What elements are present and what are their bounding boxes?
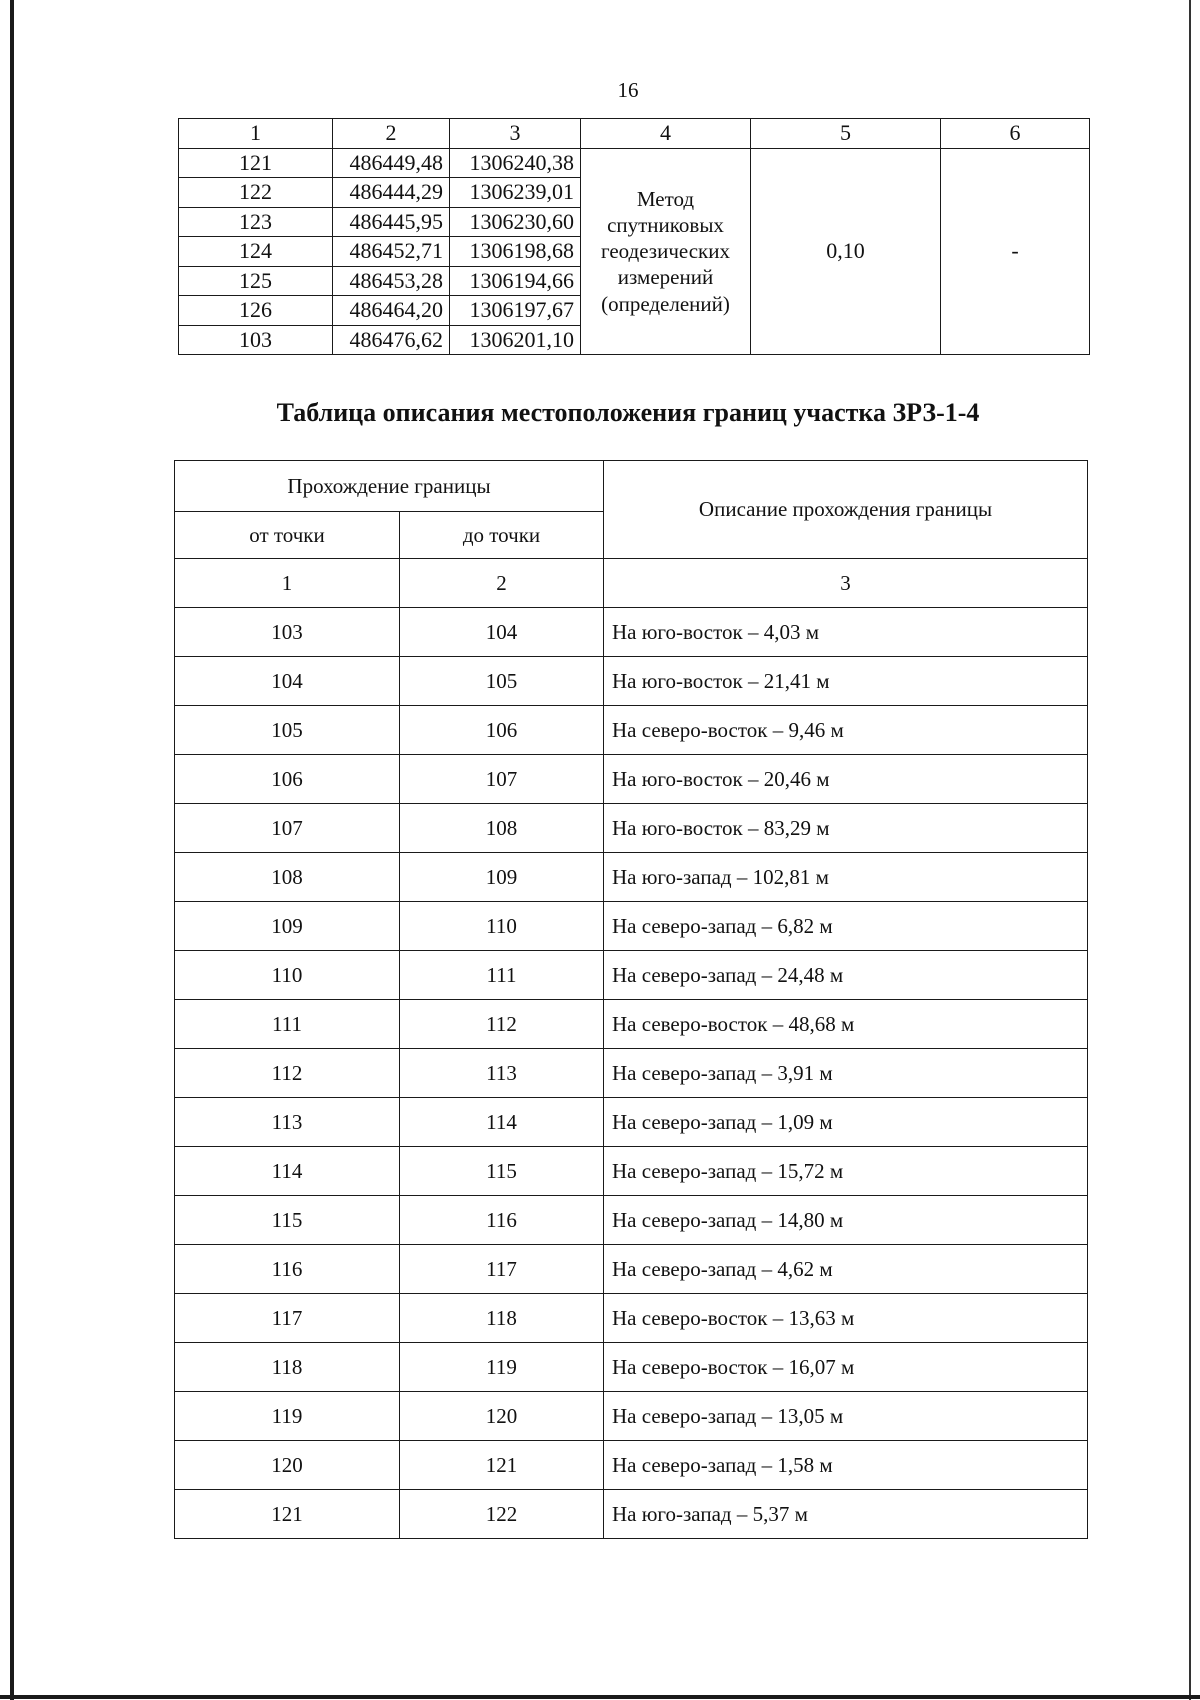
coordinates-table [178, 118, 1090, 355]
boundary-to-point: 117 [400, 1245, 604, 1294]
boundary-to-point: 111 [400, 951, 604, 1000]
coord-col-number: 5 [751, 119, 941, 149]
boundary-from-point: 108 [175, 853, 400, 902]
boundary-description: На северо-восток – 48,68 м [604, 1000, 1088, 1049]
coord-col-number: 6 [941, 119, 1090, 149]
coord-col-number: 1 [179, 119, 333, 149]
coord-point: 124 [179, 237, 333, 267]
method-line: Метод [636, 186, 695, 211]
boundary-row [175, 755, 1088, 804]
boundary-to-point: 113 [400, 1049, 604, 1098]
boundary-to-point: 105 [400, 657, 604, 706]
coord-x: 486453,28 [333, 266, 450, 296]
boundary-col-number: 2 [400, 559, 604, 608]
boundary-desc-header: Описание прохождения границы [604, 461, 1088, 559]
boundary-col-number: 1 [175, 559, 400, 608]
boundary-from-point: 113 [175, 1098, 400, 1147]
coord-note: - [941, 148, 1090, 355]
coord-col-number: 4 [581, 119, 751, 149]
boundary-to-point: 114 [400, 1098, 604, 1147]
boundary-description: На юго-восток – 20,46 м [604, 755, 1088, 804]
coord-x: 486452,71 [333, 237, 450, 267]
boundary-description: На северо-восток – 13,63 м [604, 1294, 1088, 1343]
boundary-row [175, 1049, 1088, 1098]
coord-header-row [179, 119, 1090, 149]
coord-x: 486449,48 [333, 148, 450, 178]
boundary-to-point: 116 [400, 1196, 604, 1245]
boundary-description: На юго-запад – 102,81 м [604, 853, 1088, 902]
boundary-row [175, 1098, 1088, 1147]
coord-accuracy: 0,10 [751, 148, 941, 355]
boundary-from-point: 104 [175, 657, 400, 706]
coord-x: 486476,62 [333, 325, 450, 355]
boundary-header-row [175, 461, 1088, 512]
coord-y: 1306230,60 [450, 207, 581, 237]
boundary-from-point: 120 [175, 1441, 400, 1490]
boundary-row [175, 1245, 1088, 1294]
boundary-to-point: 122 [400, 1490, 604, 1539]
boundary-from-point: 111 [175, 1000, 400, 1049]
boundary-description: На юго-запад – 5,37 м [604, 1490, 1088, 1539]
boundary-to-point: 118 [400, 1294, 604, 1343]
boundary-row [175, 1441, 1088, 1490]
boundary-row [175, 951, 1088, 1000]
boundary-col-number: 3 [604, 559, 1088, 608]
method-line: измерений [617, 265, 714, 290]
coord-y: 1306240,38 [450, 148, 581, 178]
boundary-description: На северо-запад – 1,58 м [604, 1441, 1088, 1490]
method-line: (определений) [601, 291, 730, 316]
boundary-to-point: 104 [400, 608, 604, 657]
coord-y: 1306201,10 [450, 325, 581, 355]
coord-col-number: 2 [333, 119, 450, 149]
boundary-description: На северо-восток – 9,46 м [604, 706, 1088, 755]
coord-point: 126 [179, 296, 333, 326]
coord-y: 1306197,67 [450, 296, 581, 326]
page-edge-bottom [0, 1695, 1200, 1699]
boundary-description: На северо-запад – 24,48 м [604, 951, 1088, 1000]
boundary-from-point: 117 [175, 1294, 400, 1343]
section-title: Таблица описания местоположения границ участка ЗРЗ-1-4 [276, 398, 980, 427]
page-edge-left [10, 0, 14, 1700]
boundary-number-row [175, 559, 1088, 608]
boundary-to-point: 106 [400, 706, 604, 755]
method-line: спутниковых [607, 212, 724, 237]
boundary-from-point: 116 [175, 1245, 400, 1294]
boundary-to-point: 115 [400, 1147, 604, 1196]
boundary-from-point: 115 [175, 1196, 400, 1245]
boundary-to-point: 112 [400, 1000, 604, 1049]
coord-y: 1306198,68 [450, 237, 581, 267]
boundary-description: На юго-восток – 83,29 м [604, 804, 1088, 853]
boundary-row [175, 1392, 1088, 1441]
boundary-to-header: до точки [400, 512, 604, 559]
boundary-row [175, 657, 1088, 706]
boundary-from-header: от точки [175, 512, 400, 559]
coord-x: 486445,95 [333, 207, 450, 237]
boundary-table [174, 460, 1088, 1539]
boundary-description: На северо-восток – 16,07 м [604, 1343, 1088, 1392]
coord-point: 121 [179, 148, 333, 178]
boundary-row [175, 1000, 1088, 1049]
boundary-row [175, 1343, 1088, 1392]
boundary-row [175, 853, 1088, 902]
boundary-from-point: 107 [175, 804, 400, 853]
boundary-from-point: 114 [175, 1147, 400, 1196]
boundary-from-point: 112 [175, 1049, 400, 1098]
boundary-from-point: 109 [175, 902, 400, 951]
boundary-group-header: Прохождение границы [175, 461, 604, 512]
page-edge-right [1189, 0, 1191, 1700]
boundary-from-point: 105 [175, 706, 400, 755]
boundary-to-point: 108 [400, 804, 604, 853]
boundary-row [175, 706, 1088, 755]
boundary-from-point: 119 [175, 1392, 400, 1441]
coord-y: 1306194,66 [450, 266, 581, 296]
coord-x: 486464,20 [333, 296, 450, 326]
boundary-description: На юго-восток – 21,41 м [604, 657, 1088, 706]
boundary-description: На северо-запад – 1,09 м [604, 1098, 1088, 1147]
coord-point: 123 [179, 207, 333, 237]
boundary-from-point: 106 [175, 755, 400, 804]
boundary-to-point: 107 [400, 755, 604, 804]
coord-point: 125 [179, 266, 333, 296]
boundary-description: На северо-запад – 13,05 м [604, 1392, 1088, 1441]
boundary-description: На северо-запад – 4,62 м [604, 1245, 1088, 1294]
coord-point: 122 [179, 178, 333, 208]
boundary-row [175, 1294, 1088, 1343]
coord-y: 1306239,01 [450, 178, 581, 208]
boundary-row [175, 1196, 1088, 1245]
coord-row [179, 148, 1090, 178]
boundary-to-point: 119 [400, 1343, 604, 1392]
boundary-to-point: 121 [400, 1441, 604, 1490]
boundary-from-point: 121 [175, 1490, 400, 1539]
coord-point: 103 [179, 325, 333, 355]
boundary-description: На северо-запад – 3,91 м [604, 1049, 1088, 1098]
boundary-to-point: 120 [400, 1392, 604, 1441]
boundary-row [175, 902, 1088, 951]
boundary-description: На северо-запад – 14,80 м [604, 1196, 1088, 1245]
page-number: 16 [617, 78, 639, 102]
boundary-description: На северо-запад – 15,72 м [604, 1147, 1088, 1196]
coord-method [581, 148, 751, 355]
boundary-row [175, 1490, 1088, 1539]
boundary-row [175, 608, 1088, 657]
coord-x: 486444,29 [333, 178, 450, 208]
boundary-description: На северо-запад – 6,82 м [604, 902, 1088, 951]
boundary-from-point: 103 [175, 608, 400, 657]
coord-col-number: 3 [450, 119, 581, 149]
boundary-row [175, 804, 1088, 853]
boundary-from-point: 118 [175, 1343, 400, 1392]
boundary-from-point: 110 [175, 951, 400, 1000]
boundary-to-point: 109 [400, 853, 604, 902]
boundary-description: На юго-восток – 4,03 м [604, 608, 1088, 657]
boundary-row [175, 1147, 1088, 1196]
method-line: геодезических [600, 239, 730, 264]
boundary-to-point: 110 [400, 902, 604, 951]
